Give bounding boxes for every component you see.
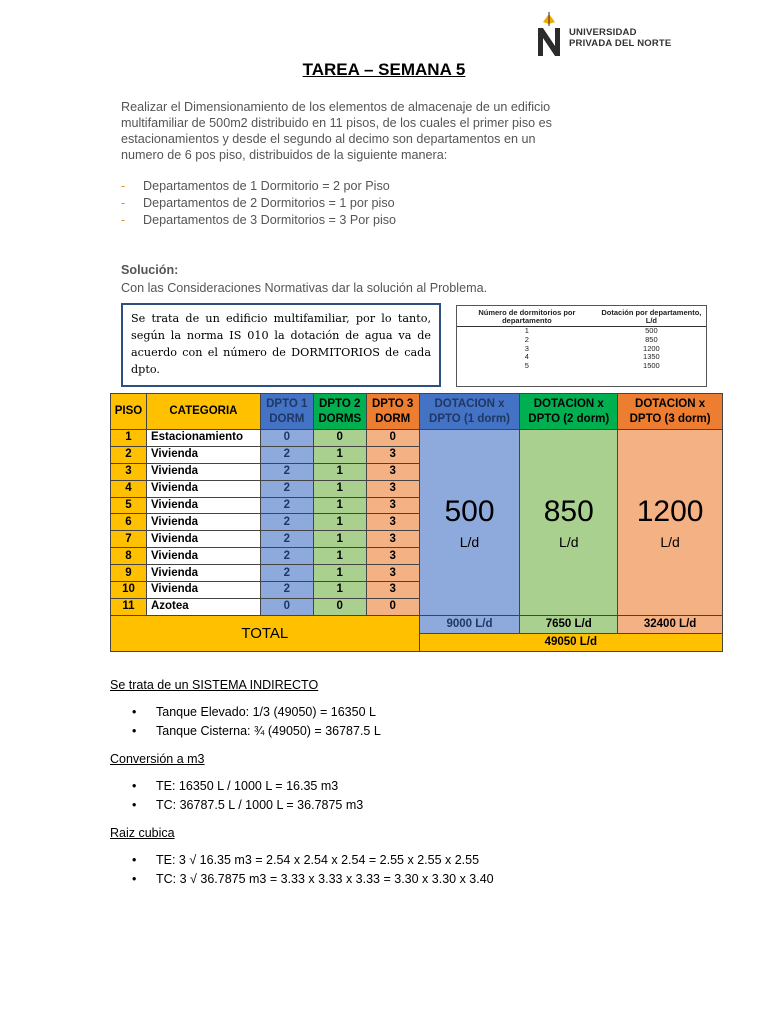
ref-dorm-count: 5 [524,361,529,371]
dpto2-cell: 1 [313,514,366,531]
categoria-cell: Estacionamiento [146,430,260,447]
dpto3-cell: 3 [366,548,419,565]
ref-row [457,345,706,354]
section-heading: Conversión a m3 [110,752,205,766]
dash-marker: - [121,196,126,210]
categoria-cell: Vivienda [146,463,260,480]
list-item [121,195,396,212]
header-dotacion-2: DOTACION x DPTO (2 dorm) [520,394,618,430]
dotation-table [110,393,723,652]
requirements-list [121,178,396,229]
ref-dotation: 1350 [643,352,660,362]
piso-cell: 8 [111,548,147,565]
ref-row [457,327,706,336]
list-item: • Tanque Elevado: 1/3 (49050) = 16350 L [132,703,381,722]
categoria-cell: Vivienda [146,582,260,599]
requirement-text: Departamentos de 1 Dormitorio = 2 por Piso [143,179,390,193]
ref-header: Número de dormitorios por departamento [457,308,597,327]
reference-table [456,305,707,387]
piso-cell: 10 [111,582,147,599]
dpto1-cell: 2 [260,514,313,531]
bullet-list [132,703,381,741]
ref-dotation: 1200 [643,343,660,353]
problem-statement [121,99,591,163]
dpto2-cell: 1 [313,582,366,599]
dpto1-cell: 2 [260,463,313,480]
dpto3-cell: 3 [366,514,419,531]
ref-header: Dotación por departamento, L/d [597,308,706,327]
dpto1-cell: 2 [260,582,313,599]
ref-dotation: 500 [645,326,658,335]
dpto3-cell: 3 [366,497,419,514]
ref-dorm-count: 1 [524,326,529,335]
header-categoria: CATEGORIA [146,394,260,430]
ref-dorm-count: 3 [524,343,529,353]
dpto3-cell: 3 [366,446,419,463]
dpto2-cell: 1 [313,548,366,565]
dotation-unit: L/d [559,533,579,550]
list-item [121,212,396,229]
problem-line: multifamiliar de 500m2 distribuido en 11 pisos, de los cuales el primer piso es [121,116,552,130]
categoria-cell: Vivienda [146,497,260,514]
logo-line-2: PRIVADA DEL NORTE [569,38,672,49]
ref-dotation: 850 [645,334,658,344]
dotation-value: 1200 [636,494,704,528]
bullet-list [132,777,363,815]
problem-line: estacionamientos y desde el segundo al decimo son departamentos en un [121,132,536,146]
categoria-cell: Vivienda [146,480,260,497]
dpto3-cell: 3 [366,463,419,480]
dpto1-cell: 2 [260,446,313,463]
ref-row [457,362,706,371]
subtotal-3: 32400 L/d [618,615,723,633]
dotation-value: 500 [444,494,495,528]
total-label: TOTAL [111,615,420,651]
categoria-cell: Vivienda [146,565,260,582]
list-item: • TE: 3 √ 16.35 m3 = 2.54 x 2.54 x 2.54 = 2.55 x 2.55 x 2.55 [132,851,494,870]
list-item [121,178,396,195]
dpto3-cell: 3 [366,565,419,582]
requirement-text: Departamentos de 3 Dormitorios = 3 Por piso [143,213,397,227]
list-item: • Tanque Cisterna: ¾ (49050) = 36787.5 L [132,722,381,741]
list-item: • TC: 3 √ 36.7875 m3 = 3.33 x 3.33 x 3.33 = 3.30 x 3.30 x 3.40 [132,870,494,889]
list-item: • TC: 36787.5 L / 1000 L = 36.7875 m3 [132,796,363,815]
table-body [111,430,723,616]
header-dotacion-3: DOTACION x DPTO (3 dorm) [618,394,723,430]
dpto3-cell: 3 [366,582,419,599]
dpto1-cell: 2 [260,480,313,497]
dpto1-cell: 2 [260,548,313,565]
problem-line: numero de 6 pos piso, distribuidos de la siguiente manera: [121,148,448,162]
logo-text [569,27,671,49]
ref-dotation: 1500 [643,361,660,371]
subtotal-1: 9000 L/d [419,615,520,633]
piso-cell: 3 [111,463,147,480]
dpto3-cell: 3 [366,531,419,548]
dash-marker: - [121,179,126,193]
ref-dorm-count: 4 [524,352,529,362]
categoria-cell: Vivienda [146,446,260,463]
section-heading: Se trata de un SISTEMA INDIRECTO [110,678,319,692]
logo-mark-icon [535,12,569,58]
header-dpto1: DPTO 1 DORM [260,394,313,430]
dpto2-cell: 1 [313,480,366,497]
problem-line: Realizar el Dimensionamiento de los elementos de almacenaje de un edificio [121,100,551,114]
categoria-cell: Azotea [146,598,260,615]
section-heading: Raiz cubica [110,826,175,840]
solution-text: Con las Consideraciones Normativas dar la solución al Problema. [121,281,488,295]
ref-body [457,327,706,371]
logo-line-1: UNIVERSIDAD [569,27,637,38]
dotation-unit: L/d [459,533,480,550]
header-piso: PISO [111,394,147,430]
header-dpto2: DPTO 2 DORMS [313,394,366,430]
university-logo [535,12,695,58]
solution-heading: Solución: [121,263,179,277]
categoria-cell: Vivienda [146,548,260,565]
dpto1-cell: 2 [260,565,313,582]
dpto2-cell: 1 [313,531,366,548]
requirement-text: Departamentos de 2 Dormitorios = 1 por piso [143,196,395,210]
header-dpto3: DPTO 3 DORM [366,394,419,430]
norm-note-box: Se trata de un edificio multifamiliar, por lo tanto, según la norma IS 010 la dotación de agua va de acuerdo con el número de DORMITORIOS de cada dpto. [121,303,441,387]
dotation-cell-1 [419,430,520,616]
subtotal-2: 7650 L/d [520,615,618,633]
grand-total: 49050 L/d [419,633,722,651]
dpto1-cell: 0 [260,430,313,447]
piso-cell: 5 [111,497,147,514]
dpto2-cell: 0 [313,598,366,615]
dotation-cell-2 [520,430,618,616]
dpto3-cell: 0 [366,430,419,447]
dpto2-cell: 0 [313,430,366,447]
dotation-unit: L/d [660,533,680,550]
dpto1-cell: 2 [260,497,313,514]
piso-cell: 9 [111,565,147,582]
piso-cell: 1 [111,430,147,447]
dotation-cell-3 [618,430,723,616]
piso-cell: 2 [111,446,147,463]
categoria-cell: Vivienda [146,514,260,531]
bullet-list [132,851,494,889]
dpto2-cell: 1 [313,497,366,514]
ref-dorm-count: 2 [524,334,529,344]
piso-cell: 7 [111,531,147,548]
piso-cell: 6 [111,514,147,531]
categoria-cell: Vivienda [146,531,260,548]
dotation-value: 850 [543,494,594,528]
table-row [111,430,723,447]
dpto3-cell: 0 [366,598,419,615]
ref-row [457,353,706,362]
piso-cell: 11 [111,598,147,615]
list-item: • TE: 16350 L / 1000 L = 16.35 m3 [132,777,363,796]
dpto2-cell: 1 [313,463,366,480]
dpto1-cell: 2 [260,531,313,548]
dpto3-cell: 3 [366,480,419,497]
ref-row [457,336,706,345]
dpto1-cell: 0 [260,598,313,615]
dpto2-cell: 1 [313,565,366,582]
header-dotacion-1: DOTACION x DPTO (1 dorm) [419,394,520,430]
dash-marker: - [121,213,126,227]
page-title: TAREA – SEMANA 5 [302,60,466,79]
piso-cell: 4 [111,480,147,497]
dpto2-cell: 1 [313,446,366,463]
